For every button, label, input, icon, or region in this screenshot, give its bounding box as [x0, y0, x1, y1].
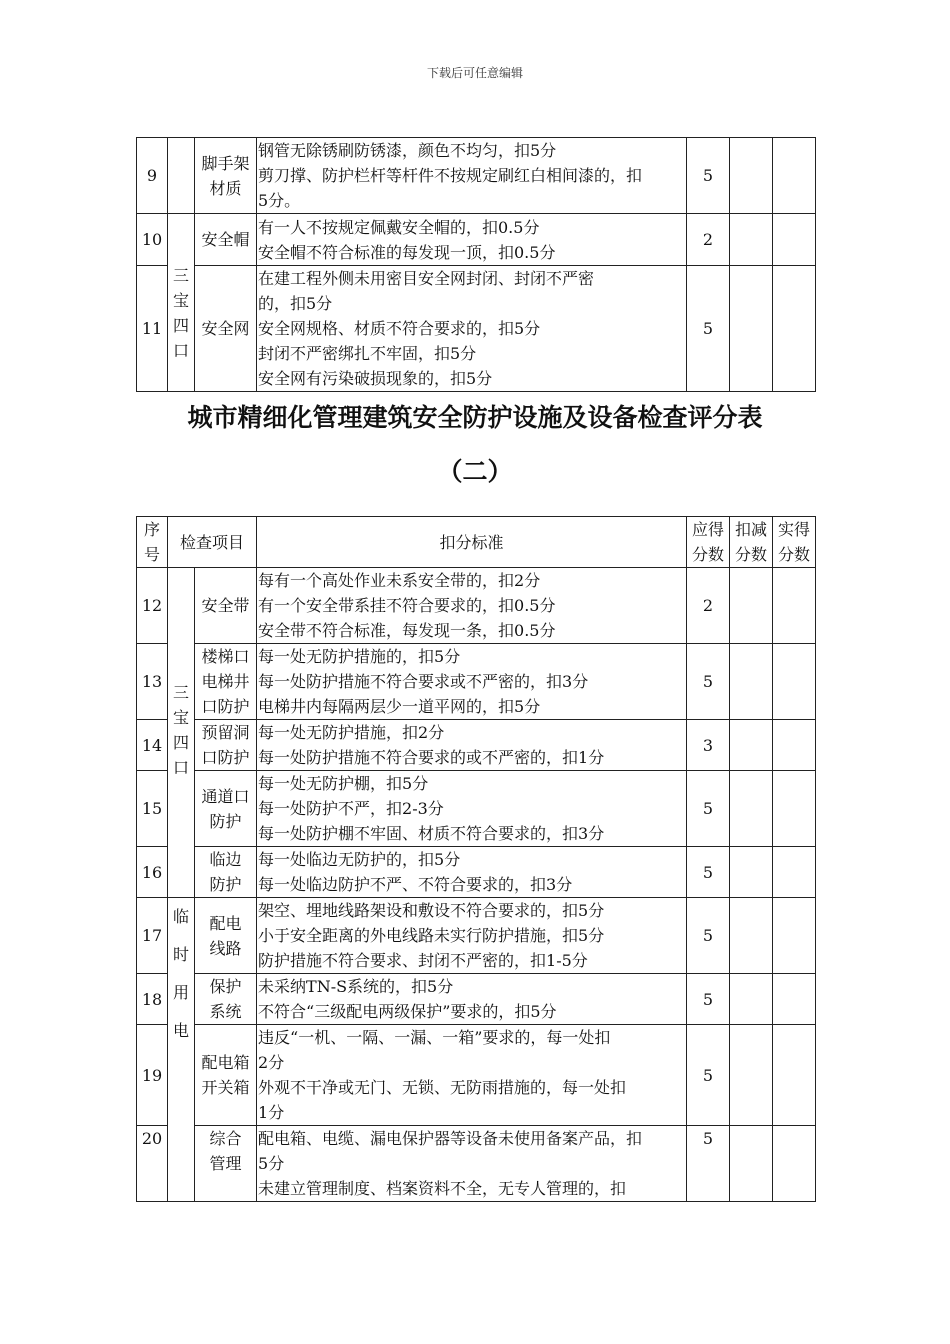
- table-row: [137, 568, 816, 644]
- deducted-score: [730, 771, 773, 847]
- due-score: 5: [687, 847, 730, 898]
- table-row: [137, 644, 816, 720]
- actual-score: [773, 974, 816, 1025]
- row-number: 10: [137, 214, 168, 266]
- document-title: 城市精细化管理建筑安全防护设施及设备检查评分表: [187, 403, 763, 432]
- row-number: 15: [137, 771, 168, 847]
- due-score: 5: [687, 974, 730, 1025]
- header-due-score: 应得 分数: [687, 517, 730, 568]
- actual-score: [773, 138, 816, 214]
- deduction-standard: 钢管无除锈刷防锈漆，颜色不均匀，扣5分 剪刀撑、防护栏杆等杆件不按规定刷红白相间漆的，扣 5分。: [257, 138, 687, 214]
- table-row: [137, 138, 816, 214]
- table-row: [137, 974, 816, 1025]
- deducted-score: [730, 898, 773, 974]
- header-no: 序 号: [137, 517, 168, 568]
- deduction-standard: 架空、埋地线路架设和敷设不符合要求的，扣5分 小于安全距离的外电线路未实行防护措施，扣5分 防护措施不符合要求、封闭不严密的，扣1-5分: [257, 898, 687, 974]
- check-item: 安全帽: [195, 214, 257, 266]
- due-score: 5: [687, 898, 730, 974]
- actual-score: [773, 644, 816, 720]
- table-row: [137, 771, 816, 847]
- header-check-item: 检查项目: [168, 517, 257, 568]
- check-item: 安全带: [195, 568, 257, 644]
- actual-score: [773, 1126, 816, 1202]
- table-row: [137, 1126, 816, 1202]
- deducted-score: [730, 974, 773, 1025]
- check-item: 临边 防护: [195, 847, 257, 898]
- table-row: [137, 898, 816, 974]
- due-score: 3: [687, 720, 730, 771]
- check-item: 安全网: [195, 266, 257, 392]
- category-sanbao-sikou: 三 宝 四 口: [168, 568, 195, 898]
- deducted-score: [730, 568, 773, 644]
- actual-score: [773, 771, 816, 847]
- due-score: 5: [687, 266, 730, 392]
- deduction-standard: 有一人不按规定佩戴安全帽的，扣0.5分 安全帽不符合标准的每发现一顶，扣0.5分: [257, 214, 687, 266]
- score-table-part2: [136, 516, 816, 1202]
- actual-score: [773, 568, 816, 644]
- table-row: [137, 720, 816, 771]
- deducted-score: [730, 138, 773, 214]
- deduction-standard: 在建工程外侧未用密目安全网封闭、封闭不严密 的，扣5分 安全网规格、材质不符合要求的，扣5分 封闭不严密绑扎不牢固，扣5分 安全网有污染破损现象的，扣5分: [257, 266, 687, 392]
- deduction-standard: 每一处无防护棚，扣5分 每一处防护不严，扣2-3分 每一处防护棚不牢固、材质不符合要求的，扣3分: [257, 771, 687, 847]
- table-header-row: [137, 517, 816, 568]
- table-row: [137, 1025, 816, 1126]
- category-sanbao-sikou: 三 宝 四 口: [168, 214, 195, 392]
- check-item: 配电箱 开关箱: [195, 1025, 257, 1126]
- row-number: 18: [137, 974, 168, 1025]
- actual-score: [773, 847, 816, 898]
- due-score: 5: [687, 1025, 730, 1126]
- deducted-score: [730, 720, 773, 771]
- header-actual-score: 实得 分数: [773, 517, 816, 568]
- row-number: 9: [137, 138, 168, 214]
- due-score: 5: [687, 644, 730, 720]
- check-item: 保护 系统: [195, 974, 257, 1025]
- due-score: 2: [687, 568, 730, 644]
- header-deducted-score: 扣减 分数: [730, 517, 773, 568]
- row-number: 13: [137, 644, 168, 720]
- check-item: 脚手架材质: [195, 138, 257, 214]
- row-number: 17: [137, 898, 168, 974]
- row-number: 11: [137, 266, 168, 392]
- check-item: 预留洞 口防护: [195, 720, 257, 771]
- table-row: [137, 266, 816, 392]
- deduction-standard: 每有一个高处作业未系安全带的，扣2分 有一个安全带系挂不符合要求的，扣0.5分 安全带不符合标准，每发现一条，扣0.5分: [257, 568, 687, 644]
- row-number: 19: [137, 1025, 168, 1126]
- deducted-score: [730, 1126, 773, 1202]
- actual-score: [773, 266, 816, 392]
- deduction-standard: 每一处无防护措施，扣2分 每一处防护措施不符合要求的或不严密的，扣1分: [257, 720, 687, 771]
- actual-score: [773, 214, 816, 266]
- row-number: 14: [137, 720, 168, 771]
- page-watermark: 下载后可任意编辑: [426, 66, 523, 80]
- category-cell-blank: [168, 138, 195, 214]
- check-item: 楼梯口 电梯井 口防护: [195, 644, 257, 720]
- deduction-standard: 每一处无防护措施的，扣5分 每一处防护措施不符合要求或不严密的，扣3分 电梯井内每隔两层少一道平网的，扣5分: [257, 644, 687, 720]
- actual-score: [773, 898, 816, 974]
- due-score: 2: [687, 214, 730, 266]
- deduction-standard: 每一处临边无防护的，扣5分 每一处临边防护不严、不符合要求的，扣3分: [257, 847, 687, 898]
- due-score: 5: [687, 138, 730, 214]
- deducted-score: [730, 1025, 773, 1126]
- actual-score: [773, 720, 816, 771]
- category-temporary-electricity: 临 时 用 电: [168, 898, 195, 1202]
- deducted-score: [730, 266, 773, 392]
- deducted-score: [730, 214, 773, 266]
- row-number: 16: [137, 847, 168, 898]
- deduction-standard: 未采纳TN-S系统的，扣5分 不符合“三级配电两级保护”要求的，扣5分: [257, 974, 687, 1025]
- due-score: 5: [687, 771, 730, 847]
- deducted-score: [730, 847, 773, 898]
- due-score: 5: [687, 1126, 730, 1202]
- check-item: 通道口 防护: [195, 771, 257, 847]
- document-subtitle: （二）: [437, 457, 513, 486]
- table-row: [137, 214, 816, 266]
- deducted-score: [730, 644, 773, 720]
- check-item: 配电 线路: [195, 898, 257, 974]
- row-number: 20: [137, 1126, 168, 1202]
- deduction-standard: 配电箱、电缆、漏电保护器等设备未使用备案产品，扣 5分 未建立管理制度、档案资料不全，无专人管理的，扣: [257, 1126, 687, 1202]
- check-item: 综合 管理: [195, 1126, 257, 1202]
- header-deduction-standard: 扣分标准: [257, 517, 687, 568]
- actual-score: [773, 1025, 816, 1126]
- score-table-part1: [136, 137, 816, 392]
- row-number: 12: [137, 568, 168, 644]
- table-row: [137, 847, 816, 898]
- deduction-standard: 违反“一机、一隔、一漏、一箱”要求的，每一处扣 2分 外观不干净或无门、无锁、无防雨措施的，每一处扣 1分: [257, 1025, 687, 1126]
